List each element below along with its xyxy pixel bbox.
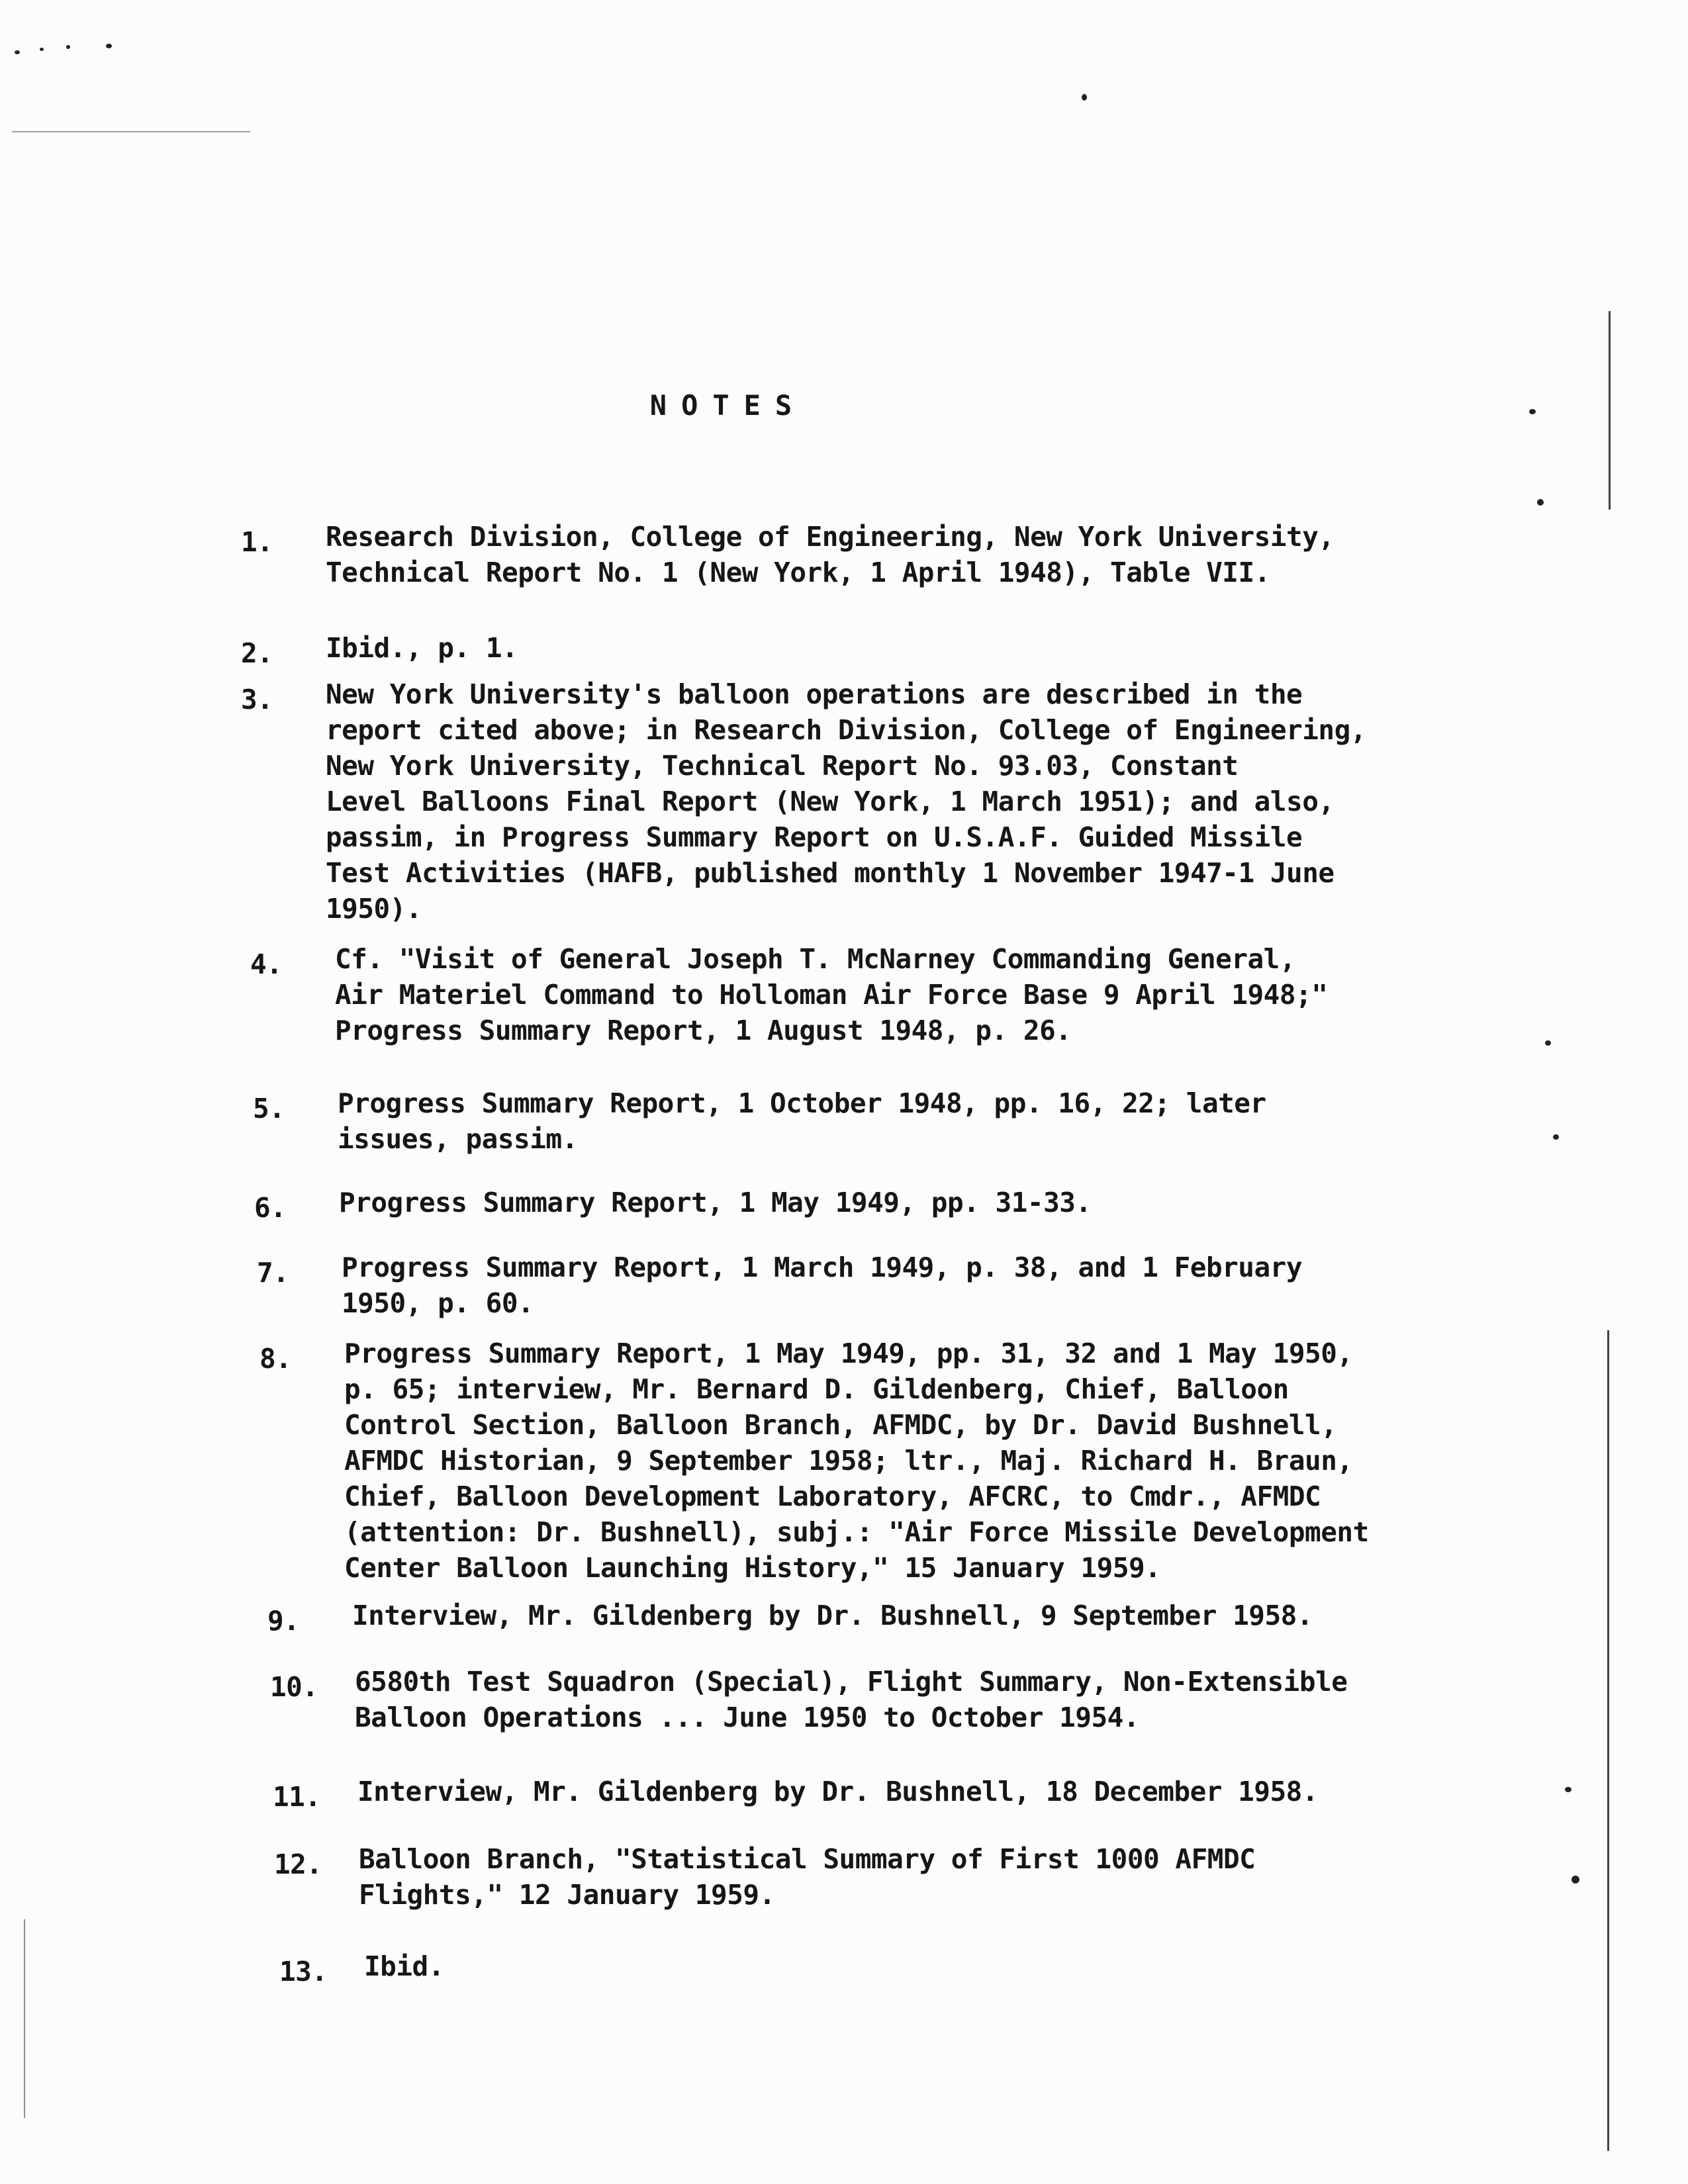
note-number: 8.	[259, 1343, 292, 1375]
scan-speck	[1537, 499, 1544, 506]
note-text: Interview, Mr. Gildenberg by Dr. Bushnell, 18 December 1958.	[357, 1776, 1319, 1807]
note-item	[267, 1598, 1477, 1637]
note-text: Cf. "Visit of General Joseph T. McNarney Commanding General, Air Materiel Command to Holloman Air Force Base 9 April 1948;" Progress Summary Report, 1 August 1948, p. 26.	[335, 943, 1328, 1046]
note-item	[257, 1250, 1467, 1321]
note-item	[279, 1948, 1489, 1987]
note-number: 13.	[279, 1956, 328, 1987]
note-number: 4.	[250, 948, 283, 980]
scan-speck	[1545, 1040, 1551, 1046]
scan-edge-line	[1607, 1330, 1609, 2151]
note-item	[241, 676, 1451, 927]
scan-speck	[1082, 94, 1087, 101]
note-number: 1.	[241, 526, 273, 558]
note-text: 6580th Test Squadron (Special), Flight Summary, Non-Extensible Balloon Operations ... June 1950 to October 1954.	[355, 1666, 1348, 1733]
note-text: Ibid., p. 1.	[326, 632, 518, 664]
note-number: 10.	[270, 1671, 318, 1703]
note-number: 9.	[267, 1605, 300, 1637]
scan-speck	[1571, 1876, 1579, 1884]
note-item	[253, 1085, 1463, 1157]
note-number: 7.	[257, 1257, 289, 1289]
note-text: New York University's balloon operations are described in the report cited above; in Research Division, College of Engineering, New York University, Technical Report No. 93.03, Constant Level Balloons Final Report (New York, 1 March 1951); and also, passim, in Progress Summary Report on U.S.A.F. Guided Missile Test Activities (HAFB, published monthly 1 November 1947-1 June 1950).	[326, 678, 1366, 925]
note-number: 11.	[273, 1781, 321, 1813]
note-item	[274, 1841, 1484, 1913]
note-item	[259, 1336, 1470, 1586]
note-text: Progress Summary Report, 1 May 1949, pp. 31, 32 and 1 May 1950, p. 65; interview, Mr. Bernard D. Gildenberg, Chief, Balloon Control Section, Balloon Branch, AFMDC, by Dr. David Bushnell, AFMDC Historian, 9 September 1958; ltr., Maj. Richard H. Braun, Chief, Balloon Development Laboratory, AFCRC, to Cmdr., AFMDC (attention: Dr. Bushnell), subj.: "Air Force Missile Development Center Balloon Launching History," 15 January 1959.	[344, 1338, 1369, 1584]
scan-edge-line	[1609, 311, 1611, 510]
note-text: Ibid.	[364, 1950, 444, 1982]
note-number: 3.	[241, 684, 273, 715]
note-item	[254, 1185, 1464, 1224]
scan-speck	[40, 48, 44, 51]
scan-speck	[1565, 1787, 1571, 1792]
note-item	[241, 519, 1451, 590]
scan-artifact-line	[12, 131, 250, 132]
note-text: Progress Summary Report, 1 October 1948, pp. 16, 22; later issues, passim.	[338, 1087, 1266, 1155]
scan-speck	[66, 45, 70, 49]
scan-speck	[1529, 409, 1536, 414]
note-number: 5.	[253, 1093, 285, 1124]
note-item	[250, 941, 1460, 1048]
note-number: 6.	[254, 1192, 287, 1224]
note-item	[241, 630, 1451, 669]
note-item	[270, 1664, 1480, 1735]
note-text: Research Division, College of Engineering, New York University, Technical Report No. 1 (New York, 1 April 1948), Table VII.	[326, 521, 1335, 588]
note-number: 12.	[274, 1848, 322, 1880]
scan-speck	[15, 50, 20, 54]
note-text: Progress Summary Report, 1 May 1949, pp. 31-33.	[339, 1187, 1092, 1218]
scan-speck	[1553, 1134, 1559, 1140]
note-text: Interview, Mr. Gildenberg by Dr. Bushnell, 9 September 1958.	[352, 1600, 1313, 1631]
note-number: 2.	[241, 637, 273, 669]
scan-speck	[106, 44, 112, 48]
note-text: Progress Summary Report, 1 March 1949, p. 38, and 1 February 1950, p. 60.	[342, 1251, 1303, 1319]
scan-edge-line	[24, 1919, 25, 2118]
note-item	[273, 1774, 1483, 1813]
page-title: NOTES	[649, 389, 807, 422]
note-text: Balloon Branch, "Statistical Summary of First 1000 AFMDC Flights," 12 January 1959.	[359, 1843, 1256, 1911]
